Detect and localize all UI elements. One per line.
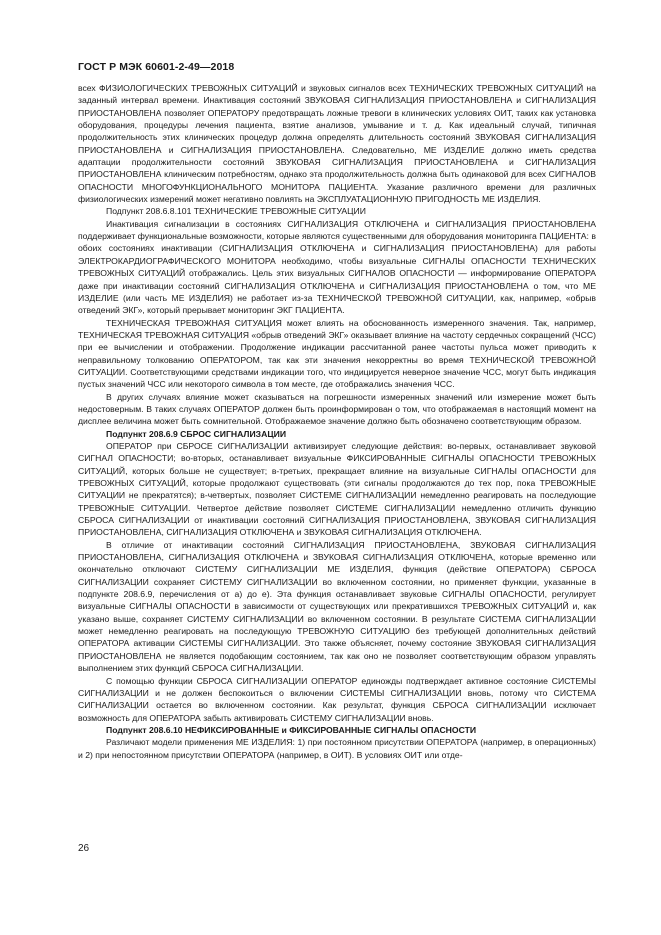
- subclause-heading: Подпункт 208.6.9 СБРОС СИГНАЛИЗАЦИИ: [106, 428, 287, 439]
- paragraph: В отличие от инактивации состояний СИГНАЛИЗАЦИЯ ПРИОСТАНОВЛЕНА, ЗВУКОВАЯ СИГНАЛИЗАЦИЯ ПРИОСТАНОВЛЕНА, СИГНАЛИЗАЦИЯ ОТКЛЮЧЕНА и ЗВУКОВАЯ СИГНАЛИЗАЦИЯ ОТКЛЮЧЕНА, которые временно или окончательно отключают СИСТЕМУ СИГНАЛИЗАЦИИ МЕ ИЗДЕЛИЯ, функция (действие ОПЕРАТОРА) СБРОСА СИГНАЛИЗАЦИИ сохраняет СИСТЕМУ СИГНАЛИЗАЦИИ во включенном состоянии, но применяет функции, указанные в подпункте 208.6.9, перечисления от а) до е). Эта функция останавливает звуковые СИГНАЛЫ ОПАСНОСТИ, регулирует визуальные СИГНАЛЫ ОПАСНОСТИ в зависимости от существующих или прекратившихся ТРЕВОЖНЫХ СИТУАЦИЙ и, как указано выше, сохраняет СИСТЕМУ СИГНАЛИЗАЦИИ во включенном состоянии. В результате СИСТЕМА СИГНАЛИЗАЦИИ может немедленно реагировать на последующую ТРЕВОЖНУЮ СИТУАЦИЮ без требующей дополнительных действий ОПЕРАТОРА активации СИСТЕМЫ СИГНАЛИЗАЦИИ. Это также объясняет, почему состояние ЗВУКОВАЯ СИГНАЛИЗАЦИЯ ПРИОСТАНОВЛЕНА не является подобающим состоянием, так как оно не позволяет соответствующим образом управлять выполнением этих функций СБРОСА СИГНАЛИЗАЦИИ.: [78, 539, 596, 674]
- subclause-heading: Подпункт 208.6.8.101 ТЕХНИЧЕСКИЕ ТРЕВОЖНЫЕ СИТУАЦИИ: [106, 206, 366, 217]
- subclause-heading: Подпункт 208.6.10 НЕФИКСИРОВАННЫЕ и ФИКСИРОВАННЫЕ СИГНАЛЫ ОПАСНОСТИ: [106, 724, 477, 735]
- paragraph: С помощью функции СБРОСА СИГНАЛИЗАЦИИ ОПЕРАТОР единожды подтверждает активное состояние СИСТЕМЫ СИГНАЛИЗАЦИИ и не должен беспокоиться о включении СИСТЕМЫ СИГНАЛИЗАЦИИ вновь, потому что СИСТЕМА СИГНАЛИЗАЦИИ остается во включенном состоянии. Как результат, функция СБРОСА СИГНАЛИЗАЦИИ исключает возможность для ОПЕРАТОРА забыть активировать СИСТЕМУ СИГНАЛИЗАЦИИ вновь.: [78, 675, 596, 723]
- paragraph: В других случаях влияние может сказываться на погрешности измеренных значений или измерение может быть недостоверным. В таких случаях ОПЕРАТОР должен быть проинформирован о том, что отображаемая в настоящий момент на дисплее величина может быть сомнительной. Отображаемое значение должно быть обозначено соответствующим образом.: [78, 391, 596, 427]
- paragraph: всех ФИЗИОЛОГИЧЕСКИХ ТРЕВОЖНЫХ СИТУАЦИЙ и звуковых сигналов всех ТЕХНИЧЕСКИХ ТРЕВОЖНЫХ СИТУАЦИЙ на заданный интервал времени. Инактивация состояний ЗВУКОВАЯ СИГНАЛИЗАЦИЯ ПРИОСТАНОВЛЕНА и СИГНАЛИЗАЦИЯ ПРИОСТАНОВЛЕНА позволяет ОПЕРАТОРУ предотвращать ложные тревоги в клинических условиях ОИТ, таких как установка оборудования, процедуры лечения пациента, взятие анализов, умывание и т. д. Как идеальный случай, типичная продолжительность этих клинических процедур должна определять длительность состояний ЗВУКОВАЯ СИГНАЛИЗАЦИЯ ПРИОСТАНОВЛЕНА и СИГНАЛИЗАЦИЯ ПРИОСТАНОВЛЕНА. Следовательно, МЕ ИЗДЕЛИЕ должно иметь средства адаптации продолжительности состояний ЗВУКОВАЯ СИГНАЛИЗАЦИЯ ПРИОСТАНОВЛЕНА и СИГНАЛИЗАЦИЯ ПРИОСТАНОВЛЕНА клиническим потребностям, однако эта продолжительность должна быть одинаковой для всех СИГНАЛОВ ОПАСНОСТИ МНОГОФУНКЦИОНАЛЬНОГО МОНИТОРА ПАЦИЕНТА. Указание различного времени для различных физиологических измерений может негативно повлиять на ЭКСПЛУАТАЦИОННУЮ ПРИГОДНОСТЬ МЕ ИЗДЕЛИЯ.: [78, 83, 596, 205]
- page-number: 26: [78, 843, 90, 854]
- paragraph: Различают модели применения МЕ ИЗДЕЛИЯ: 1) при постоянном присутствии ОПЕРАТОРА (например, в операционных) и 2) при непостоянном присутствии ОПЕРАТОРА (например, в ОИТ). В условиях ОИТ или отде-: [78, 737, 596, 760]
- paragraph: Инактивация сигнализации в состояниях СИГНАЛИЗАЦИЯ ОТКЛЮЧЕНА и СИГНАЛИЗАЦИЯ ПРИОСТАНОВЛЕНА поддерживает функциональные возможности, которые являются существенными для оборудования мониторинга ПАЦИЕНТА: в обоих состояниях инактивации (СИГНАЛИЗАЦИЯ ОТКЛЮЧЕНА и СИГНАЛИЗАЦИЯ ПРИОСТАНОВЛЕНА) для работы ЭЛЕКТРОКАРДИОГРАФИЧЕСКОГО МОНИТОРА необходимо, чтобы визуальные СИГНАЛЫ ОПАСНОСТИ ТЕХНИЧЕСКИХ ТРЕВОЖНЫХ СИТУАЦИЙ отображались. Цель этих визуальных СИГНАЛОВ ОПАСНОСТИ — информирование ОПЕРАТОРА даже при инактивации состояний СИГНАЛИЗАЦИЯ ОТКЛЮЧЕНА и СИГНАЛИЗАЦИЯ ПРИОСТАНОВЛЕНА о том, что МЕ ИЗДЕЛИЕ (или часть МЕ ИЗДЕЛИЯ) не работает из-за ТЕХНИЧЕСКОЙ ТРЕВОЖНОЙ СИТУАЦИИ, как, например, «обрыв отведений ЭКГ», который прерывает мониторинг ЭКГ ПАЦИЕНТА.: [78, 218, 596, 316]
- paragraph: ОПЕРАТОР при СБРОСЕ СИГНАЛИЗАЦИИ активизирует следующие действия: во-первых, останавливает звуковой СИГНАЛ ОПАСНОСТИ; во-вторых, останавливает визуальные ФИКСИРОВАННЫЕ СИГНАЛЫ ОПАСНОСТИ ТРЕВОЖНЫХ СИТУАЦИЙ, которых больше не существует; в-третьих, прекращает влияние на визуальные СИГНАЛЫ ОПАСНОСТИ для ТРЕВОЖНЫХ СИТУАЦИЙ, которые продолжают существовать (эти сигналы продолжаются до тех пор, пока ТРЕВОЖНЫЕ СИТУАЦИИ не прекратятся); в-четвертых, позволяет СИСТЕМЕ СИГНАЛИЗАЦИИ немедленно реагировать на последующие ТРЕВОЖНЫЕ СИТУАЦИИ. Четвертое действие позволяет СИСТЕМЕ СИГНАЛИЗАЦИИ немедленно отличить функцию СБРОСА СИГНАЛИЗАЦИИ от инактивации состояний СИГНАЛИЗАЦИЯ ПРИОСТАНОВЛЕНА, ЗВУКОВАЯ СИГНАЛИЗАЦИЯ ПРИОСТАНОВЛЕНА, СИГНАЛИЗАЦИЯ ОТКЛЮЧЕНА и ЗВУКОВАЯ СИГНАЛИЗАЦИЯ ОТКЛЮЧЕНА.: [78, 440, 596, 538]
- document-header: ГОСТ Р МЭК 60601-2-49—2018: [78, 61, 235, 73]
- paragraph: ТЕХНИЧЕСКАЯ ТРЕВОЖНАЯ СИТУАЦИЯ может влиять на обоснованность измеренного значения. Так, например, ТЕХНИЧЕСКАЯ ТРЕВОЖНАЯ СИТУАЦИЯ «обрыв отведений ЭКГ» оказывает влияние на частоту сердечных сокращений (ЧСС) при ее вычислении и отображении. Продолжение индикации рассчитанной ранее частоты пульса может приводить к неправильному толкованию ОПЕРАТОРОМ, так как эти значения некорректны во время ТЕХНИЧЕСКОЙ ТРЕВОЖНОЙ СИТУАЦИИ. Соответствующими средствами индикации того, что индицируется неверное значение ЧСС, могут быть индикация пустых значений ЧСС или некоторого символа в том месте, где отображались значения ЧСС.: [78, 317, 596, 390]
- document-body: [78, 82, 596, 761]
